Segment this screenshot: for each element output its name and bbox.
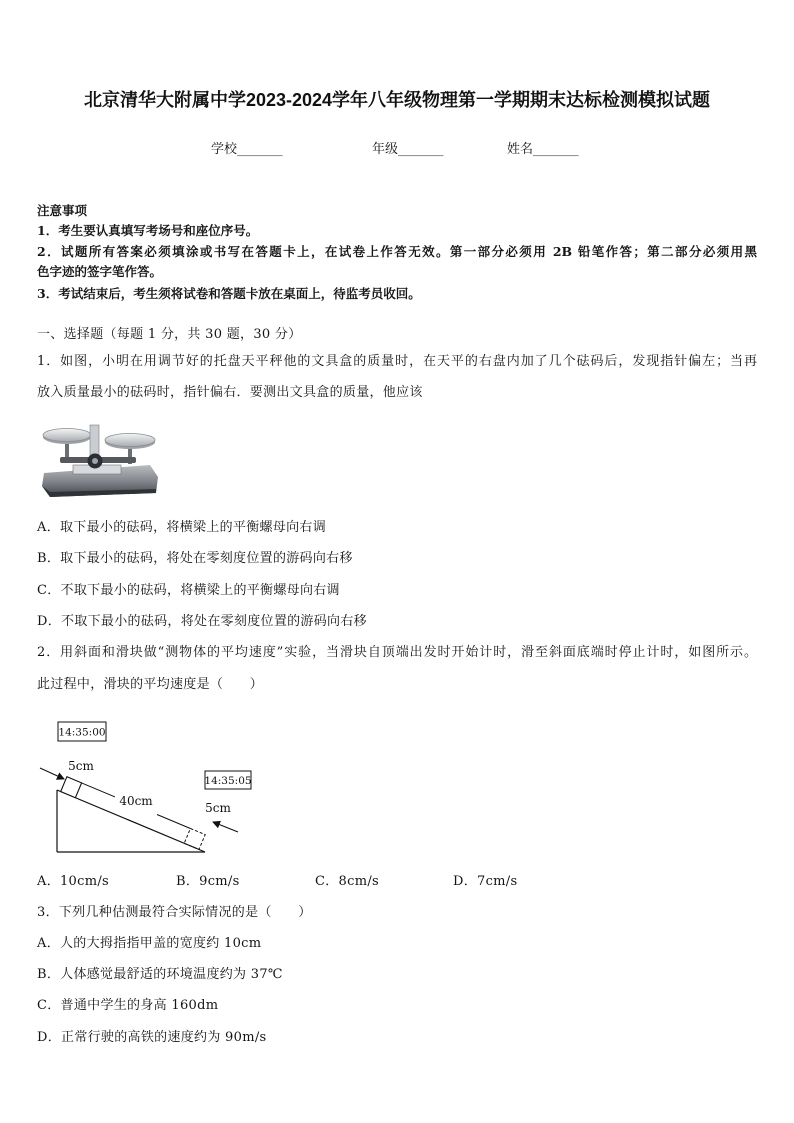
bottom-pointer-arrow [213,822,238,832]
question-2-option-c[interactable]: C．8cm/s [315,874,379,889]
name-field: 姓名_______ [507,142,579,157]
note-line: 2．试题所有答案必须填涂或书写在答题卡上，在试卷上作答无效。第一部分必须用 2B 铅笔作答；第二部分必须用黑 [37,244,757,259]
question-1-stem: 放入质量最小的砝码时，指针偏右．要测出文具盒的质量，他应该 [37,385,423,400]
top-pointer-arrow [40,768,64,779]
top-block-length-label: 5cm [68,759,94,773]
question-3-option-c[interactable]: C．普通中学生的身高 160dm [37,998,219,1013]
page-title: 北京清华大附属中学2023-2024学年八年级物理第一学期期末达标检测模拟试题 [83,90,711,110]
slider-block-start [61,777,82,798]
question-1-option-a[interactable]: A．取下最小的砝码，将横梁上的平衡螺母向右调 [37,520,326,535]
slider-block-end [184,829,205,850]
school-field: 学校_______ [211,142,283,157]
question-2-stem: 此过程中，滑块的平均速度是（ ） [37,677,264,692]
question-2-option-d[interactable]: D．7cm/s [453,874,518,889]
question-3-option-a[interactable]: A．人的大拇指指甲盖的宽度约 10cm [37,936,262,951]
question-2-option-a[interactable]: A．10cm/s [37,874,109,889]
question-3-option-d[interactable]: D．正常行驶的高铁的速度约为 90m/s [37,1030,267,1045]
question-3-option-b[interactable]: B．人体感觉最舒适的环境温度约为 37℃ [37,967,283,982]
distance-label: 40cm [119,794,153,808]
note-line: 1．考生要认真填写考场号和座位序号。 [37,223,259,238]
balance-scale-image [40,417,160,499]
section-heading: 一、选择题（每题 1 分，共 30 题，30 分） [37,327,302,342]
question-3-stem: 3．下列几种估测最符合实际情况的是（ ） [37,905,312,920]
end-time-label: 14:35:05 [204,775,252,787]
question-1-stem: 1．如图，小明在用调节好的托盘天平秤他的文具盒的质量时，在天平的右盘内加了几个砝码后，发现指针偏左；当再 [37,354,757,369]
start-time-label: 14:35:00 [58,726,106,739]
grade-field: 年级_______ [372,142,444,157]
note-line: 色字迹的签字笔作答。 [37,264,163,279]
note-line: 3．考试结束后，考生须将试卷和答题卡放在桌面上，待监考员收回。 [37,286,421,301]
incline-diagram [35,715,265,860]
question-2-option-b[interactable]: B．9cm/s [176,874,240,889]
question-1-option-d[interactable]: D．不取下最小的砝码，将处在零刻度位置的游码向右移 [37,614,367,629]
bottom-block-length-label: 5cm [205,801,231,815]
question-1-option-b[interactable]: B．取下最小的砝码，将处在零刻度位置的游码向右移 [37,551,353,566]
question-1-option-c[interactable]: C．不取下最小的砝码，将横梁上的平衡螺母向右调 [37,583,340,598]
question-2-stem: 2．用斜面和滑块做“测物体的平均速度”实验，当滑块自顶端出发时开始计时，滑至斜面底端时停止计时，如图所示。 [37,645,757,660]
notes-heading: 注意事项 [37,203,88,218]
